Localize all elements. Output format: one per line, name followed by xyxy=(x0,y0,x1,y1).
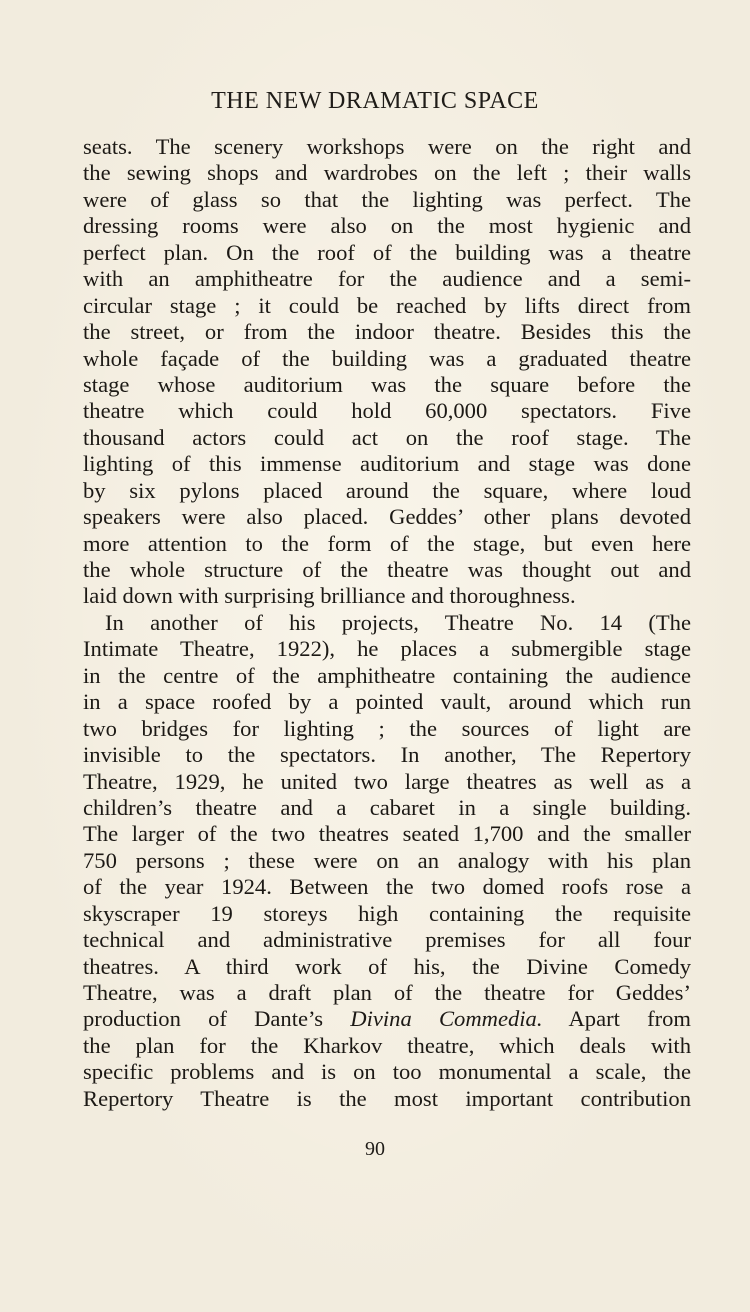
text-segment: production of Dante’s xyxy=(83,1006,351,1032)
text-line: the whole structure of the theatre was thought out and xyxy=(83,557,691,582)
text-line: Theatre, was a draft plan of the theatre for Geddes’ xyxy=(83,980,691,1005)
text-line: perfect plan. On the roof of the building was a theatre xyxy=(83,239,691,265)
text-line: lighting of this immense auditorium and stage was done xyxy=(83,451,691,477)
body-text xyxy=(83,134,691,1112)
text-line: dressing rooms were also on the most hygienic and xyxy=(83,213,691,239)
text-line-with-italic-title xyxy=(83,1006,691,1032)
text-line: speakers were also placed. Geddes’ other plans devoted xyxy=(83,504,691,530)
text-line: with an amphitheatre for the audience and a semi- xyxy=(83,266,691,292)
page-number: 90 xyxy=(365,1138,385,1160)
text-line: The larger of the two theatres seated 1,700 and the smaller xyxy=(83,821,691,847)
text-line: 750 persons ; these were on an analogy with his plan xyxy=(83,847,691,873)
text-line: invisible to the spectators. In another, The Repertory xyxy=(83,742,691,768)
text-line: specific problems and is on too monumental a scale, the xyxy=(83,1059,691,1085)
text-line: laid down with surprising brilliance and thoroughness. xyxy=(83,583,576,609)
text-line: circular stage ; it could be reached by lifts direct from xyxy=(83,292,691,318)
text-line: technical and administrative premises for all four xyxy=(83,927,691,953)
italic-title: Divina Commedia. xyxy=(350,1006,543,1032)
text-segment: Apart from xyxy=(542,1006,691,1032)
text-line: In another of his projects, Theatre No. 14 (The xyxy=(105,609,691,635)
text-line: of the year 1924. Between the two domed roofs rose a xyxy=(83,874,691,900)
text-line: skyscraper 19 storeys high containing the requisite xyxy=(83,900,691,926)
text-line: Intimate Theatre, 1922), he places a submergible stage xyxy=(83,636,691,662)
text-line: Theatre, 1929, he united two large theatres as well as a xyxy=(83,768,691,794)
text-line: in a space roofed by a pointed vault, around which run xyxy=(83,689,691,715)
paragraph-1 xyxy=(83,134,691,610)
text-line: children’s theatre and a cabaret in a single building. xyxy=(83,794,691,820)
text-line: theatres. A third work of his, the Divine Comedy xyxy=(83,953,691,979)
text-line: more attention to the form of the stage, but even here xyxy=(83,530,691,556)
text-line: two bridges for lighting ; the sources of light are xyxy=(83,715,691,741)
text-line: Repertory Theatre is the most important contribution xyxy=(83,1085,691,1111)
running-head: THE NEW DRAMATIC SPACE xyxy=(211,88,539,114)
text-line: by six pylons placed around the square, where loud xyxy=(83,477,691,503)
text-line: whole façade of the building was a graduated theatre xyxy=(83,345,691,371)
text-line: in the centre of the amphitheatre containing the audience xyxy=(83,662,691,688)
text-line: thousand actors could act on the roof stage. The xyxy=(83,424,691,450)
text-line: the sewing shops and wardrobes on the left ; their walls xyxy=(83,160,691,186)
text-line: the plan for the Kharkov theatre, which deals with xyxy=(83,1032,691,1058)
text-line: theatre which could hold 60,000 spectators. Five xyxy=(83,398,691,424)
text-line: seats. The scenery workshops were on the right and xyxy=(83,134,691,159)
text-line: the street, or from the indoor theatre. Besides this the xyxy=(83,319,691,345)
text-line: were of glass so that the lighting was perfect. The xyxy=(83,186,691,212)
paragraph-2 xyxy=(83,610,691,1112)
text-line: stage whose auditorium was the square before the xyxy=(83,371,691,397)
